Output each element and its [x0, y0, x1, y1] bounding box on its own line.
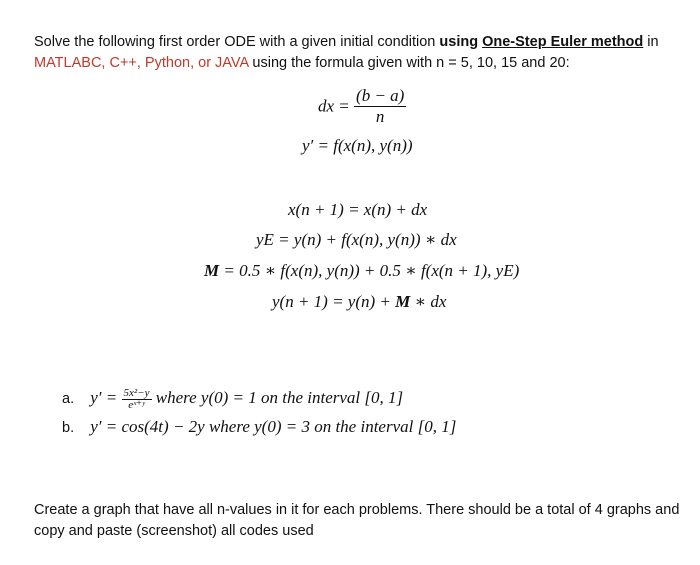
M-expression: = 0.5 ∗ f(x(n), y(n)) + 0.5 ∗ f(x(n + 1), yE) [219, 261, 520, 280]
dx-formula [318, 86, 406, 127]
dx-numerator: (b − a) [356, 86, 405, 105]
problem-b [62, 417, 456, 437]
M-symbol: M [204, 261, 220, 280]
intro-method: One-Step Euler method [482, 34, 644, 50]
problem-b-label: b. [62, 420, 75, 436]
intro-languages: MATLABC, C++, Python, or JAVA [34, 55, 249, 71]
yprime-formula: y′ = f(x(n), y(n)) [302, 136, 413, 155]
intro-line-1 [34, 34, 659, 50]
intro-using: using [439, 34, 483, 50]
intro-text: Solve the following first order ODE with a given initial condition [34, 34, 440, 50]
intro-formula-text: using the formula given with n = 5, 10, 15 and 20: [248, 55, 570, 71]
problem-a-fraction [122, 387, 152, 411]
x-update-formula: x(n + 1) = x(n) + dx [288, 200, 428, 219]
closing-line-2: copy and paste (screenshot) all codes used [34, 523, 314, 539]
problem-a-label: a. [62, 390, 75, 407]
intro-in: in [643, 34, 659, 50]
problem-a-denominator: eˣ⁺ʸ [128, 399, 145, 411]
y-update-M: M [395, 292, 411, 311]
yE-formula: yE = y(n) + f(x(n), y(n)) ∗ dx [256, 230, 457, 249]
dx-denominator: n [375, 107, 385, 126]
y-update-lhs: y(n + 1) = y(n) + [272, 292, 396, 311]
dx-fraction [354, 86, 406, 127]
M-formula [204, 261, 519, 281]
closing-line-1: Create a graph that have all n-values in it for each problems. There should be a total of 4 graphs and [34, 502, 680, 518]
dx-lhs: dx = [318, 96, 350, 116]
y-update-rhs: ∗ dx [410, 292, 447, 311]
problem-a-lhs: y′ = [90, 387, 118, 407]
y-update-formula [272, 292, 446, 312]
problem-a [62, 387, 403, 411]
intro-line-2 [34, 55, 570, 71]
problem-a-numerator: 5x²−y [123, 387, 150, 399]
problem-a-condition: where y(0) = 1 on the interval [0, 1] [155, 387, 404, 407]
problem-b-equation: y′ = cos(4t) − 2y where y(0) = 3 on the interval [0, 1] [90, 417, 457, 436]
